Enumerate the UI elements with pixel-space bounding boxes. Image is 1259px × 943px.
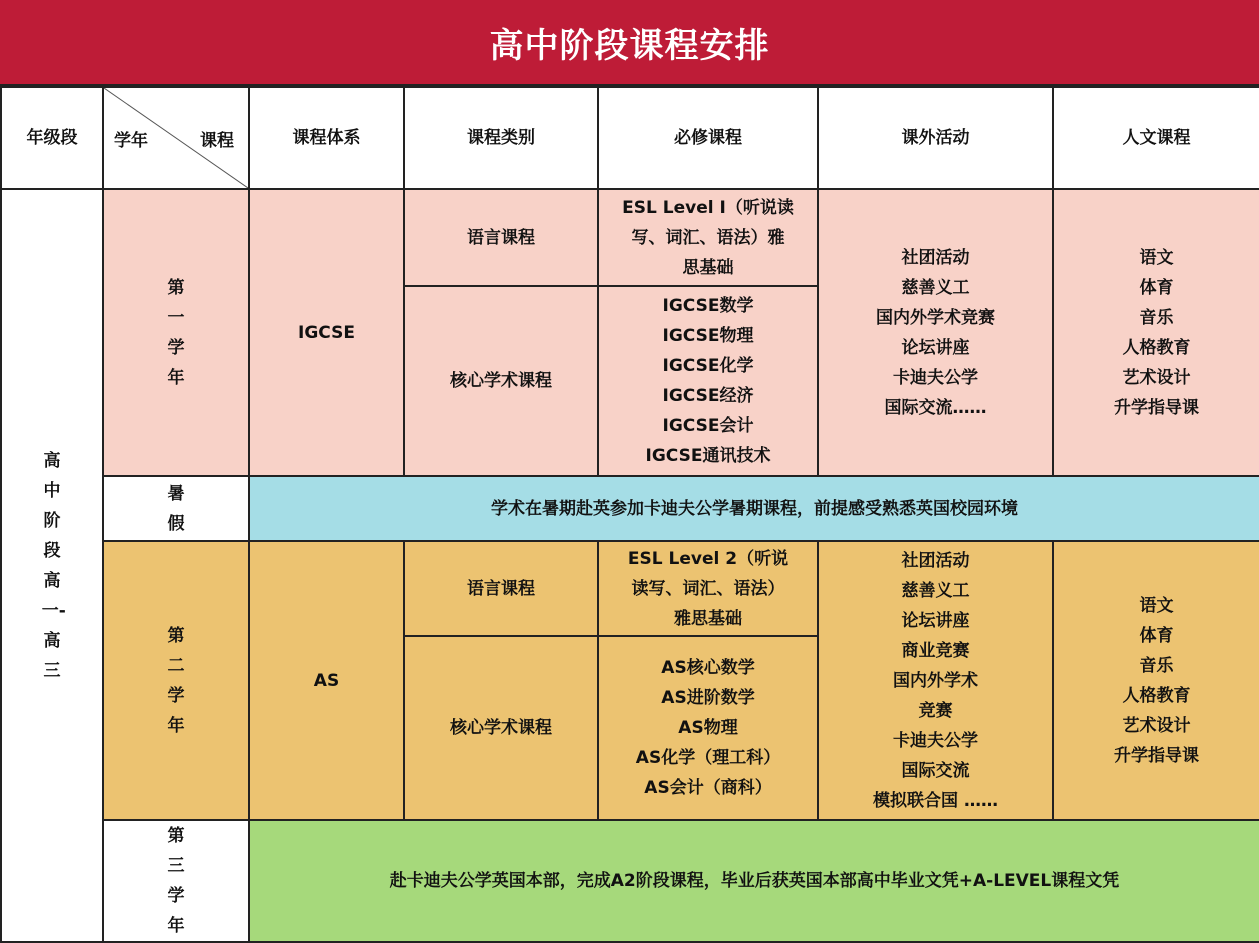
list-item: IGCSE会计 (662, 416, 754, 436)
year1-core-required (598, 286, 818, 476)
summer-row (1, 476, 1259, 541)
list-item: 读写、词汇、语法） (631, 578, 785, 599)
list-item: 升学指导课 (1114, 745, 1199, 766)
list-item: IGCSE数学 (662, 296, 754, 316)
curriculum-table (0, 86, 1259, 943)
list-item: 升学指导课 (1114, 397, 1199, 418)
year2-lang-category: 语言课程 (404, 541, 598, 636)
stage-label: 高中阶段高一-高三 (41, 450, 66, 681)
list-item: 论坛讲座 (901, 337, 970, 358)
year2-activities (818, 541, 1053, 820)
year1-activities (818, 189, 1053, 476)
year2-core-required (598, 636, 818, 820)
list-item: 慈善义工 (901, 580, 970, 601)
list-item: 国内外学术竞赛 (876, 307, 995, 328)
year2-system: AS (249, 541, 404, 820)
year3-label: 第三学年 (167, 826, 185, 936)
year3-label-cell (103, 820, 249, 942)
header-grade-stage: 年级段 (1, 87, 103, 189)
list-item: 艺术设计 (1122, 715, 1191, 736)
title-banner (0, 0, 1259, 86)
list-item: AS进阶数学 (661, 688, 755, 708)
list-item: 语文 (1139, 247, 1174, 268)
year2-language-row (1, 541, 1259, 636)
summer-label-cell (103, 476, 249, 541)
list-item: 模拟联合国 …… (873, 790, 998, 811)
year2-humanities (1053, 541, 1259, 820)
year1-label-cell (103, 189, 249, 476)
list-item: 国际交流 (901, 760, 970, 781)
year2-label: 第二学年 (167, 625, 185, 736)
list-item: AS核心数学 (661, 658, 755, 678)
year2-core-category: 核心学术课程 (404, 636, 598, 820)
header-humanities: 人文课程 (1053, 87, 1259, 189)
list-item: AS物理 (678, 718, 738, 738)
header-year-course (103, 87, 249, 189)
list-item: 体育 (1139, 277, 1174, 298)
list-item: AS会计（商科） (644, 778, 772, 798)
list-item: AS化学（理工科） (635, 748, 781, 768)
header-required: 必修课程 (598, 87, 818, 189)
list-item: 音乐 (1139, 307, 1174, 328)
list-item: IGCSE通讯技术 (645, 446, 771, 466)
list-item: 语文 (1139, 595, 1174, 616)
list-item: 慈善义工 (901, 277, 970, 298)
page-title: 高中阶段课程安排 (489, 25, 770, 66)
year3-text: 赴卡迪夫公学英国本部，完成A2阶段课程，毕业后获英国本部高中毕业文凭+A-LEVEL课程文凭 (249, 820, 1259, 942)
list-item: ESL Level 2（听说 (627, 548, 789, 569)
list-item: 卡迪夫公学 (893, 367, 978, 388)
summer-text: 学术在暑期赴英参加卡迪夫公学暑期课程，前提感受熟悉英国校园环境 (249, 476, 1259, 541)
list-item: 思基础 (682, 257, 734, 278)
year2-label-cell (103, 541, 249, 820)
year1-humanities (1053, 189, 1259, 476)
header-course: 课程 (200, 131, 234, 151)
list-item: IGCSE化学 (662, 356, 754, 376)
list-item: 国际交流…… (884, 397, 987, 418)
list-item: 人格教育 (1122, 337, 1191, 358)
header-system: 课程体系 (249, 87, 404, 189)
year1-core-category: 核心学术课程 (404, 286, 598, 476)
list-item: 体育 (1139, 625, 1174, 646)
year1-label: 第一学年 (167, 277, 185, 388)
year1-lang-category: 语言课程 (404, 189, 598, 286)
list-item: ESL Level Ⅰ（听说读 (622, 197, 794, 218)
summer-label: 暑假 (167, 483, 185, 534)
header-row (1, 87, 1259, 189)
year3-row (1, 820, 1259, 942)
header-category: 课程类别 (404, 87, 598, 189)
list-item: 人格教育 (1122, 685, 1191, 706)
list-item: 竞赛 (918, 700, 953, 721)
list-item: 商业竞赛 (901, 640, 970, 661)
list-item: 写、词汇、语法）雅 (631, 227, 785, 248)
header-year: 学年 (114, 131, 148, 151)
stage-label-cell (1, 189, 103, 942)
list-item: 社团活动 (901, 247, 970, 268)
list-item: 雅思基础 (674, 608, 742, 629)
year1-lang-required (598, 189, 818, 286)
year1-language-row (1, 189, 1259, 286)
list-item: 论坛讲座 (901, 610, 970, 631)
list-item: 音乐 (1139, 655, 1174, 676)
list-item: IGCSE物理 (662, 326, 754, 346)
list-item: 国内外学术 (893, 670, 978, 691)
list-item: 艺术设计 (1122, 367, 1191, 388)
list-item: 卡迪夫公学 (893, 730, 978, 751)
list-item: IGCSE经济 (662, 386, 754, 406)
header-extracurricular: 课外活动 (818, 87, 1053, 189)
list-item: 社团活动 (901, 550, 970, 571)
year1-system: IGCSE (249, 189, 404, 476)
year2-lang-required (598, 541, 818, 636)
